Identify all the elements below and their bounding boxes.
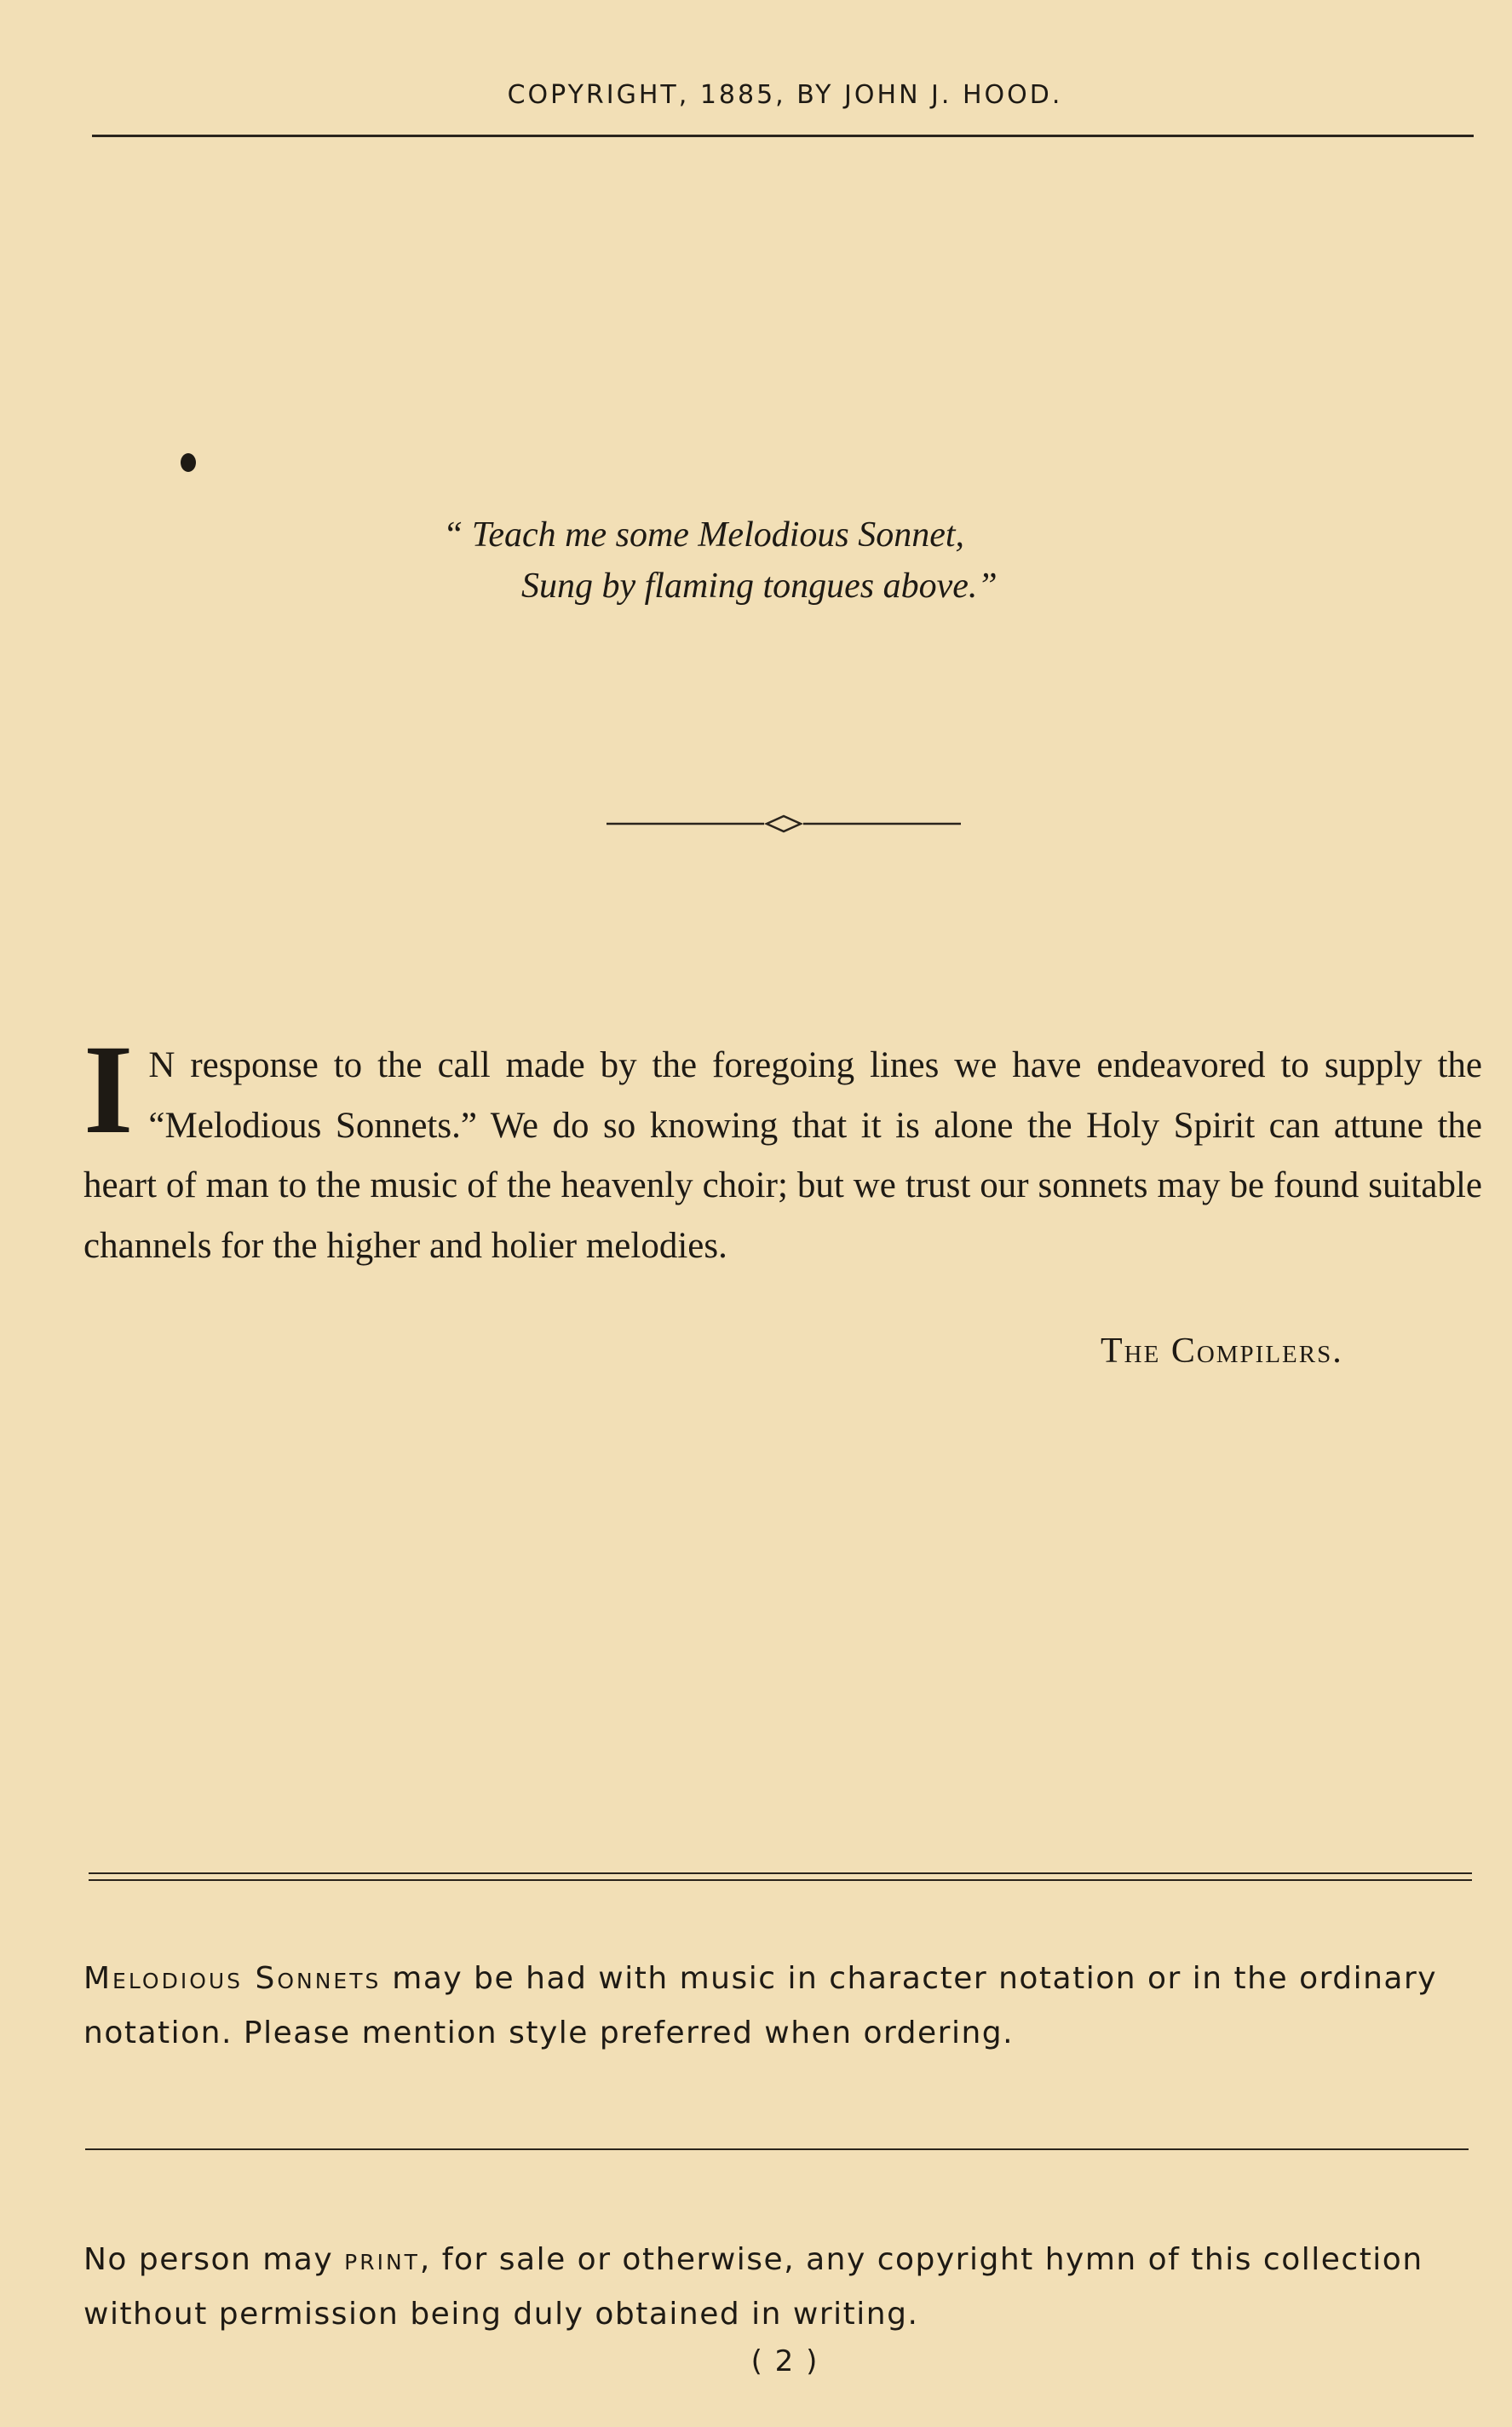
notice-rule bbox=[85, 2148, 1469, 2150]
notice-text-post: , for sale or otherwise, any copyright hymn of this collection without permission being duly obtained in writing. bbox=[83, 2242, 1423, 2332]
copyright-line: COPYRIGHT, 1885, BY JOHN J. HOOD. bbox=[507, 80, 1063, 110]
diamond-ornament-divider bbox=[607, 811, 961, 837]
preface-paragraph bbox=[83, 1019, 1482, 1276]
epigraph bbox=[443, 509, 997, 612]
double-rule-bottom bbox=[89, 1879, 1472, 1881]
reprint-permission-notice bbox=[83, 2233, 1482, 2342]
ink-speck bbox=[181, 453, 196, 472]
signature: The Compilers. bbox=[1101, 1331, 1343, 1371]
book-title: Melodious Sonnets bbox=[83, 1961, 382, 1996]
epigraph-line-2: Sung by flaming tongues above.” bbox=[521, 566, 997, 606]
epigraph-line-1: “ Teach me some Melodious Sonnet, bbox=[443, 515, 965, 555]
notice-text: may be had with music in character notation or in the ordinary notation. Please mention style preferred when ordering. bbox=[83, 1961, 1438, 2050]
notice-emphasis: print bbox=[344, 2242, 420, 2277]
double-rule-top bbox=[89, 1872, 1472, 1874]
preface-text: N response to the call made by the foregoing lines we have endeavored to supply the “Melodious Sonnets.” We do so knowing that it is alone the Holy Spirit can attune the heart of man to the music of the heavenly choir; but we trust our sonnets may be found suitable channels for the higher and holier melodies. bbox=[83, 1045, 1482, 1266]
page-number: ( 2 ) bbox=[750, 2344, 819, 2378]
header-rule bbox=[92, 135, 1474, 137]
drop-cap: I bbox=[83, 1019, 134, 1160]
music-notation-notice bbox=[83, 1952, 1482, 2061]
notice-text-pre: No person may bbox=[83, 2242, 345, 2277]
